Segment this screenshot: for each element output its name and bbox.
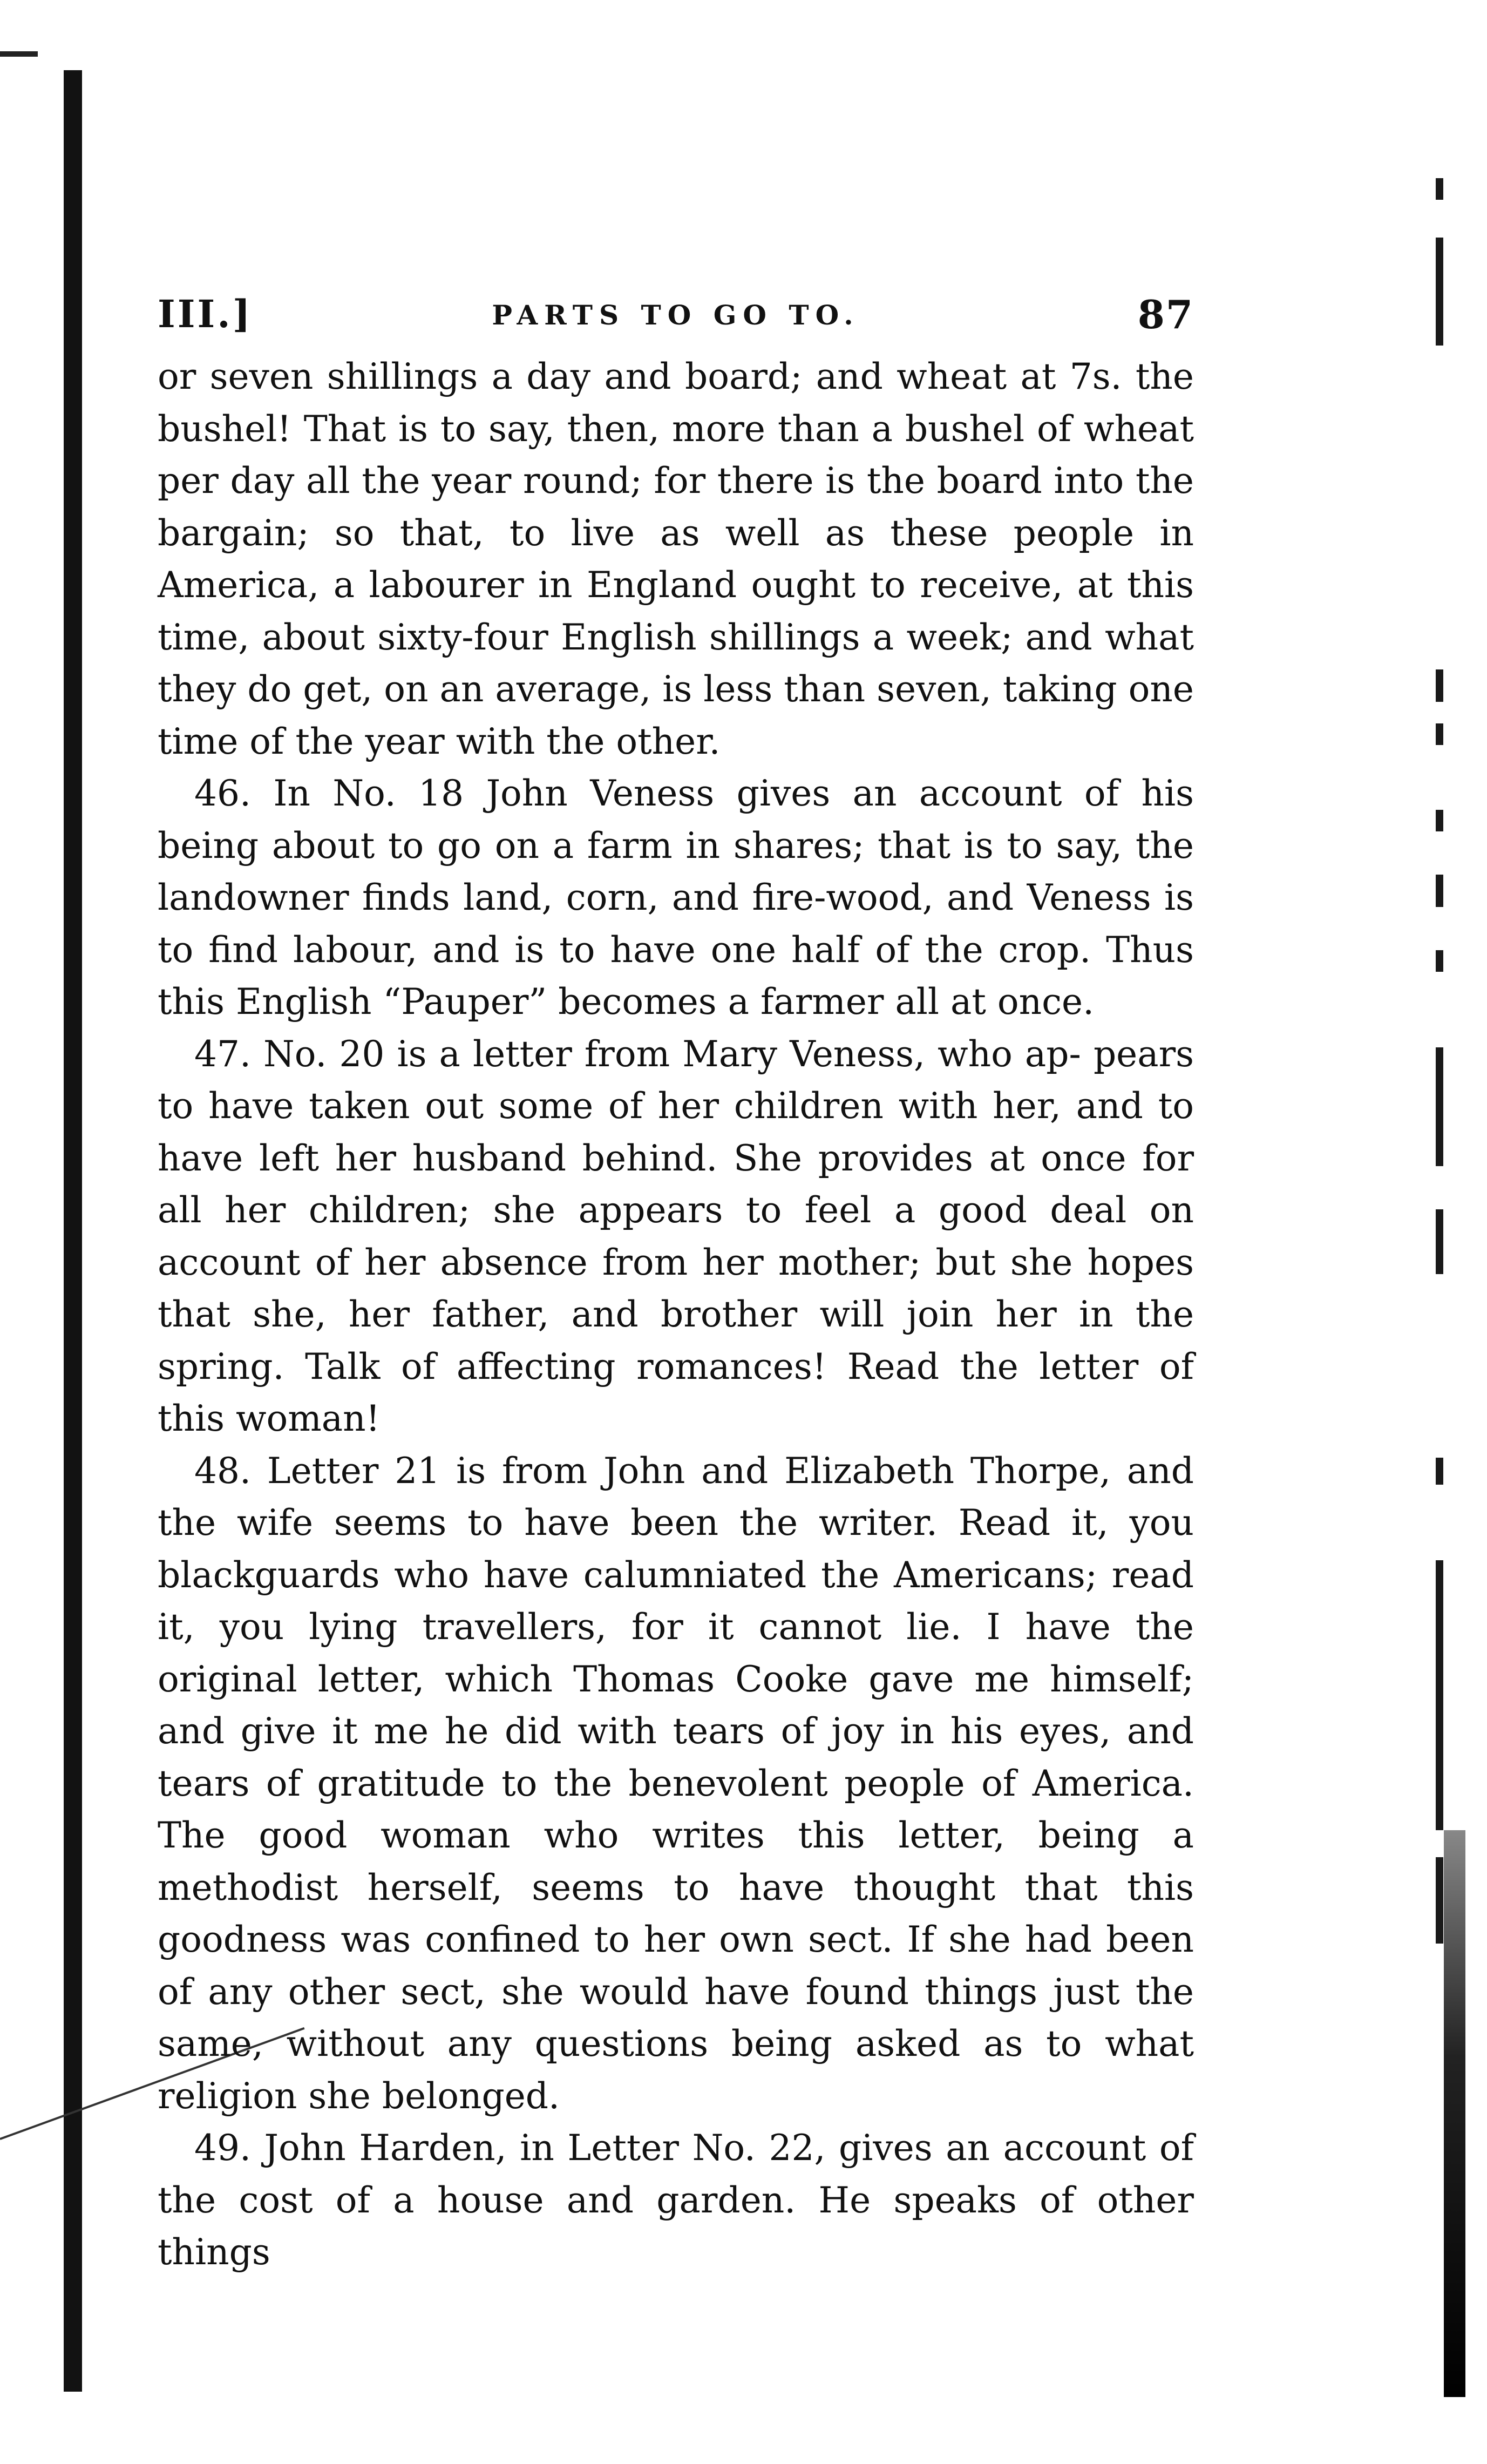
edge-mark <box>1436 875 1443 907</box>
paragraph <box>158 1445 1194 2123</box>
text-line: asked as to what religion she belonged. <box>158 2023 1194 2117</box>
text-line: per day all the year round; for there is the board into the <box>158 460 1194 502</box>
text-line: 48. Letter 21 is from John and Elizabeth Thorpe, <box>194 1450 1111 1492</box>
text-line: sixty-four English shillings a week; and what they do get, <box>158 616 1194 710</box>
text-line: being about to go on a farm in shares; that is to say, the <box>158 824 1194 867</box>
edge-mark <box>1436 1857 1443 1944</box>
edge-mark <box>1436 723 1443 745</box>
text-line: or seven shillings a day and board; and wheat at 7s. the <box>158 356 1194 397</box>
chapter-marker: III.] <box>158 292 253 336</box>
text-line: sect. If she had been of any other sect, she would have <box>158 1919 1194 2013</box>
paragraph <box>158 2122 1194 2279</box>
text-line: you lying travellers, for it cannot lie. I have the original <box>158 1606 1194 1700</box>
text-line: have thought that this goodness was confined to her own <box>158 1866 1194 1960</box>
edge-mark <box>1436 1047 1443 1166</box>
text-line: blackguards who have calumniated the Americans; read it, <box>158 1554 1194 1648</box>
paragraph <box>158 351 1194 768</box>
text-line: her father, and brother will join her in the spring. Talk of <box>158 1294 1194 1387</box>
text-line: 49. John Harden, in Letter No. 22, gives an account <box>194 2127 1146 2169</box>
page-number: 87 <box>1137 292 1194 337</box>
text-line: on an average, is less than seven, taking one time of the <box>158 668 1194 762</box>
edge-mark <box>1436 1209 1443 1274</box>
text-line: to the benevolent people of America. The good woman <box>158 1762 1194 1856</box>
text-line: affecting romances! Read the letter of this woman! <box>158 1345 1194 1439</box>
text-line: bushel! That is to say, then, more than a bushel of wheat <box>158 408 1194 450</box>
edge-mark <box>1436 178 1443 200</box>
edge-mark <box>1436 1560 1443 1830</box>
text-line: and the wife seems to have been the writer. Read it, you <box>158 1450 1194 1544</box>
edge-mark <box>1436 669 1443 702</box>
book-page <box>158 292 1194 2279</box>
edge-mark <box>1436 950 1443 972</box>
page-edge-strip <box>1436 76 1465 2397</box>
text-line: pears to have taken out some of her children with her, and <box>158 1033 1194 1127</box>
text-line: bargain; so that, to live as well as these people in America, <box>158 512 1194 606</box>
text-line: found things just the same, without any questions being <box>158 1971 1194 2064</box>
binding-gutter-bar <box>64 70 82 2392</box>
edge-mark <box>1436 810 1443 831</box>
running-title: PARTS TO GO TO. <box>492 299 860 331</box>
text-line: this English “Pauper” becomes a farmer all at once. <box>158 981 1095 1023</box>
body-text <box>158 351 1194 2279</box>
scan-artifact-tick <box>0 51 38 57</box>
text-line: year with the other. <box>365 720 721 762</box>
text-line: letter, which Thomas Cooke gave me himself; and give it <box>158 1658 1194 1752</box>
edge-mark <box>1436 1458 1443 1485</box>
paragraph <box>158 768 1194 1028</box>
text-line: all her children; she appears to feel a good deal on account <box>158 1189 1194 1283</box>
text-line: 47. No. 20 is a letter from Mary Veness, who ap- <box>194 1033 1081 1075</box>
text-line: me he did with tears of joy in his eyes, and tears of gratitude <box>158 1710 1194 1804</box>
edge-mark <box>1436 238 1443 346</box>
text-line: to find labour, and is to have one half of the crop. Thus <box>158 929 1194 971</box>
paragraph <box>158 1028 1194 1445</box>
text-line: of her absence from her mother; but she hopes that she, <box>158 1241 1194 1335</box>
text-line: of the cost of a house and garden. He speaks of other things <box>158 2127 1194 2273</box>
running-head <box>158 292 1194 351</box>
page-edge-shadow <box>1444 1830 1465 2397</box>
text-line: a labourer in England ought to receive, at this time, about <box>158 564 1194 658</box>
text-line: to have left her husband behind. She provides at once for <box>158 1085 1194 1179</box>
text-line: 46. In No. 18 John Veness gives an account of his <box>194 773 1194 814</box>
text-line: who writes this letter, being a methodist herself, seems to <box>158 1815 1194 1908</box>
text-line: landowner finds land, corn, and fire-wood, and Veness is <box>158 877 1194 918</box>
